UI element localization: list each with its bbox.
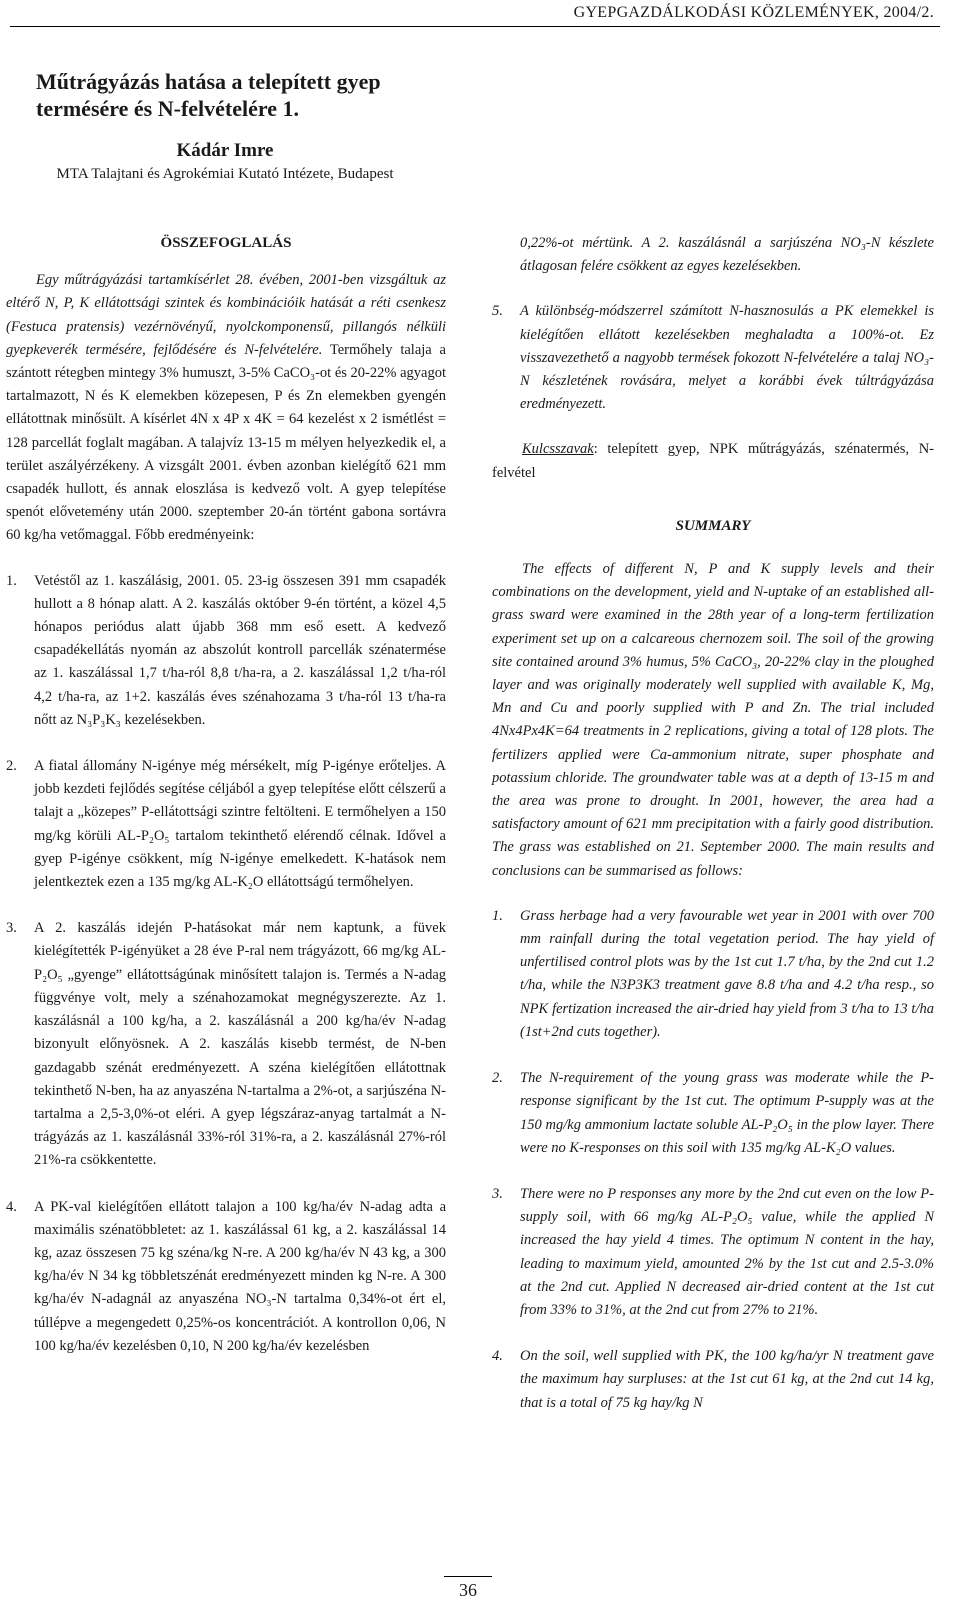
keywords bbox=[492, 438, 934, 484]
keywords-text: : telepített gyep, NPK műtrágyázás, szénatermés, N-felvétel bbox=[492, 441, 934, 481]
abstract-continuation: 0,22%-ot mértünk. A 2. kaszálásnál a sarjúszéna NO₃-N készlete átlagosan felére csökkent az egyes kezelésekben. bbox=[520, 235, 934, 275]
paper-title: Műtrágyázás hatása a telepített gyep termésére és N-felvételére 1. bbox=[36, 69, 381, 121]
keywords-label: Kulcsszavak bbox=[522, 441, 594, 458]
list-item: 4. A PK-val kielégítően ellátott talajon a 100 kg/ha/év N-adag adta a maximális szénatöbbletet: az 1. kaszálással 61 kg, a 2. kaszálással 14 kg, azaz összesen 75 kg széna/kg N-re. A 200 kg/ha/év N 43 kg, a 300 kg/ha/év N 34 kg többletszénát eredményezett minden kg N-re. A 300 kg/ha/év N-adagnál az anyaszéna NO₃-N tartalma 0,34%-ot ért el, túllépve a megengedett 0,25%-os koncentrációt. A kontrollon 0,06, N 100 kg/ha/év kezelésben 0,10, N 200 kg/ha/év kezelésben bbox=[6, 1198, 446, 1354]
abstract-heading: ÖSSZEFOGLALÁS bbox=[160, 235, 292, 251]
abstract-results-list-cont bbox=[492, 300, 934, 416]
page-number: 36 bbox=[459, 1580, 477, 1600]
summary-heading: SUMMARY bbox=[675, 517, 751, 534]
summary-results-list bbox=[492, 905, 934, 1415]
abstract-intro-italic: Egy műtrágyázási tartamkísérlet 28. évében, 2001-ben vizsgáltuk az eltérő N, P, K ellátottsági szintek és kombinációik hatását a réti csenkesz (Festuca pratensis) vezérnövényű, nyolckomponensű, pillangós nélküli gyepkeverék termésére, fejlődésére és N-felvételére. bbox=[6, 272, 446, 358]
author-affiliation: MTA Talajtani és Agrokémiai Kutató Intézete, Budapest bbox=[56, 166, 394, 182]
journal-header: GYEPGAZDÁLKODÁSI KÖZLEMÉNYEK, 2004/2. bbox=[573, 4, 934, 21]
right-column bbox=[492, 232, 934, 1415]
header-rule bbox=[10, 26, 940, 27]
page-number-rule bbox=[444, 1576, 492, 1577]
list-item: 2. A fiatal állomány N-igénye még mérsékelt, míg P-igénye erőteljes. A jobb kezdeti fejlődés segítése céljából a gyep telepítése előtt célszerű a talajt a „közepes” P-ellátottsági szintre feltölteni. E termőhelyen a 150 mg/kg körüli AL-P₂O₅ tartalom tekinthető elérendő célnak. Idővel a gyep P-igénye csökkent, míg N-igénye emelkedett. K-hatások nem jelentkeztek ezen a 135 mg/kg AL-K₂O ellátottságú termőhelyen. bbox=[6, 758, 446, 891]
list-item: 3. A 2. kaszálás idején P-hatásokat már nem kaptunk, a füvek kielégítették P-igényüket a 28 éve P-ral nem trágyázott, 66 mg/kg AL-P₂O₅ „gyenge” ellátottságúnak minősített talajon is. Termés a N-adag függvénye volt, mely a szénahozamokat megnégyszerezte. Az 1. kaszálásnál a 100 kg/ha, a 2. kaszálásnál a 200 kg/ha/év N-adag bizonyult előnyösnek. A 2. kaszálás kisebb termést, de N-ben gazdagabb szénát eredményezett. A széna kielégítően ellátottnak tekinthető N-ben, ha az anyaszéna N-tartalma a 2%-ot, a sarjúszéna N-tartalma a 2,5-3,0%-ot eléri. A gyep légszáraz-anyag tartalmát a N-trágyázás az 1. kaszálásnál 33%-ról 31%-ra, a 2. kaszálásnál 27%-ról 21%-ra csökkentette. bbox=[6, 920, 446, 1169]
list-item: 2. The N-requirement of the young grass was moderate while the P-response significant by the 1st cut. The optimum P-supply was at the 150 mg/kg ammonium lactate soluble AL-P₂O₅ in the plow layer. There were no K-responses on this soil with 135 mg/kg AL-K₂O values. bbox=[492, 1070, 934, 1156]
list-item: 5. A különbség-módszerrel számított N-hasznosulás a PK elemekkel is kielégítően ellátott kezelésekben meghaladta a 100%-ot. Ez visszavezethető a nagyobb termések fokozott N-felvételére a talaj NO₃-N készletének rovására, melyet a korábbi évek túltrágyázása eredményezett. bbox=[492, 303, 934, 413]
list-item: 3. There were no P responses any more by the 2nd cut even on the low P-supply soil, with 66 mg/kg AL-P₂O₅ value, while the applied N increased the hay yield 4 times. The optimum N content in the hay, leading to maximum yield, amounted 2% by the 1st cut and 2.5-3.0% at the 2nd cut. Applied N decreased air-dried content at the 1st cut from 33% to 31%, at the 2nd cut from 27% to 21%. bbox=[492, 1185, 934, 1318]
author-name: Kádár Imre bbox=[176, 140, 274, 161]
left-column bbox=[6, 232, 446, 1358]
summary-text: The effects of different N, P and K supply levels and their combinations on the development, yield and N-uptake of an established all-grass sward were examined in the 28th year of a long-term fertilization experiment set up on a calcareous chernozem soil. The soil of the growing site contained around 3% humus, 5% CaCO₃, 20-22% clay in the ploughed layer and was originally moderately well supplied with available K, Mg, Mn and Cu and poorly supplied with P and Zn. The trial included 4Nx4Px4K=64 treatments in 2 replications, giving a total of 128 plots. The fertilizers applied were Ca-ammonium nitrate, super phosphate and potassium chloride. The groundwater table was at a depth of 13-15 m and the area was prone to drought. In 2001, however, the area had a satisfactory amount of 621 mm precipitation with a fairly good distribution. The grass was established on 21. September 2000. The main results and conclusions can be summarised as follows: bbox=[492, 561, 934, 879]
list-item: 1. Grass herbage had a very favourable wet year in 2001 with over 700 mm rainfall during the total vegetation period. The hay yield of unfertilised control plots was by the 1st cut 1.7 t/ha, by the 2nd cut 1.2 t/ha, while the N3P3K3 treatment gave 8.8 t/ha and 4.2 t/ha resp., so NPK fertization increased the air-dried hay yield from 3 t/ha to 13 t/ha (1st+2nd cuts together). bbox=[492, 907, 934, 1040]
abstract-intro bbox=[6, 269, 446, 547]
abstract-results-list bbox=[6, 570, 446, 1358]
abstract-intro-rest: Termőhely talaja a szántott rétegben mintegy 3% humuszt, 3-5% CaCO₃-ot és 20-22% agyagot tartalmazott, N és K elemekben közepesen, P és Zn elemekben gyengén ellátottnak minősült. A kísérlet 4N x 4P x 4K = 64 kezelést x 2 ismétlést = 128 parcellát foglalt magában. A talajvíz 13-15 m mélyen helyezkedik el, a terület aszályérzékeny. A vizsgált 2001. évben azonban kielégítő 621 mm csapadék hullott, és annak eloszlása is kedvező volt. A gyep telepítése spenót elővetemény után 2000. szeptember 20-án történt gabona sortávra 60 kg/ha vetőmaggal. Főbb eredményeink: bbox=[6, 341, 446, 544]
list-item: 1. Vetéstől az 1. kaszálásig, 2001. 05. 23-ig összesen 391 mm csapadék hullott a 8 hónap alatt. A 2. kaszálás október 9-én történt, a közel 4,5 hónapos periódus alatt újabb 368 mm eső esett. A kedvező csapadékellátás nyomán az abszolút kontroll parcellák szénatermése az 1. kaszálással 1,7 t/ha-ról 8,8 t/ha-ra, a 2. kaszálással 1,2 t/ha-ról 4,2 t/ha-ra, az 1+2. kaszálás éves szénahozama 3 t/ha-ról 13 t/ha-ra nőtt az N₃P₃K₃ kezelésekben. bbox=[6, 572, 446, 728]
list-item: 4. On the soil, well supplied with PK, the 100 kg/ha/yr N treatment gave the maximum hay surpluses: at the 1st cut 61 kg, at the 2nd cut 14 kg, that is a total of 75 kg hay/kg N bbox=[492, 1348, 934, 1411]
